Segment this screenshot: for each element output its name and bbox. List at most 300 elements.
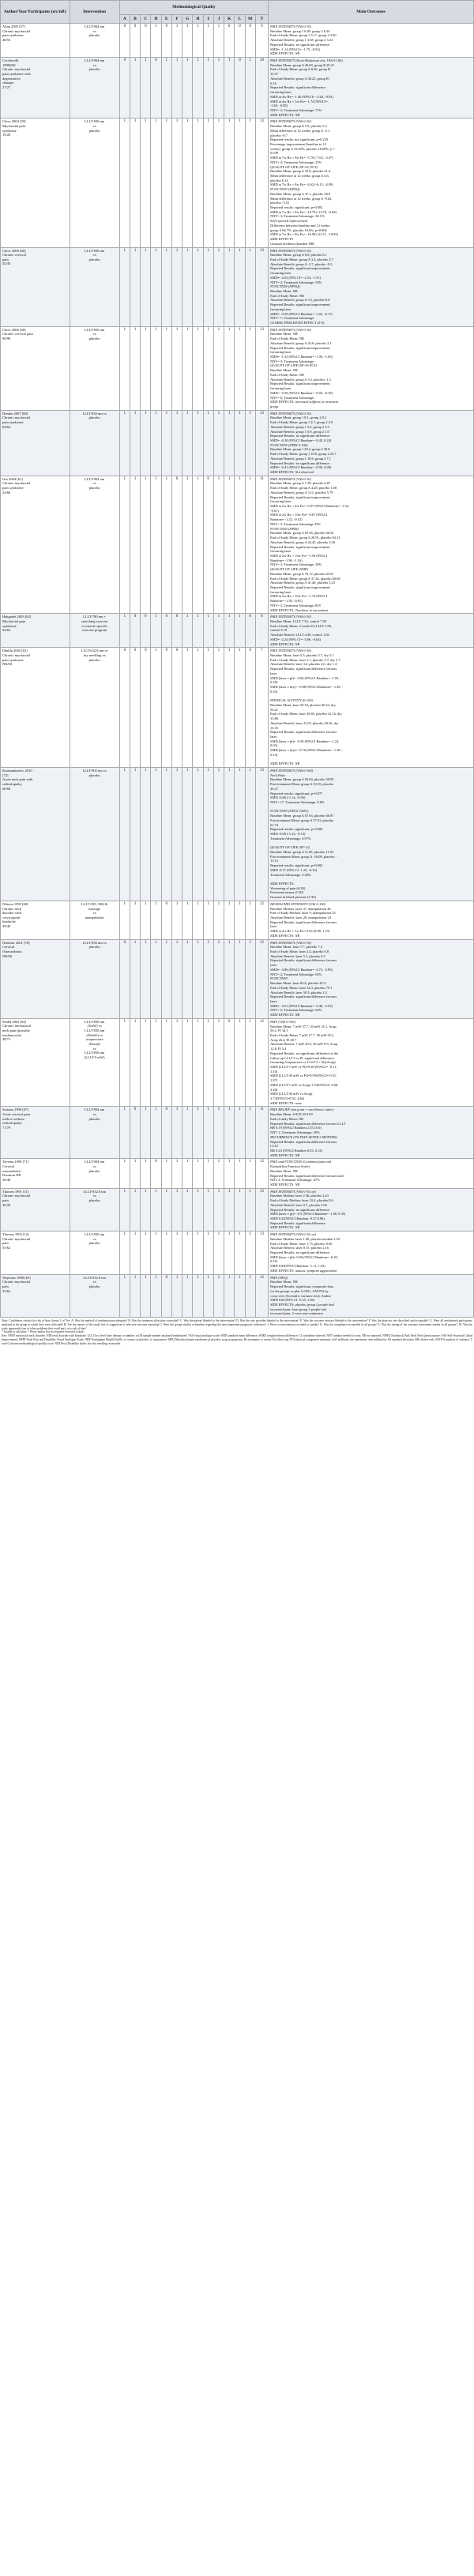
cell-score-e: 0 bbox=[161, 24, 171, 58]
cell-score-h: 1 bbox=[193, 118, 203, 247]
cell-score-d: 1 bbox=[151, 476, 161, 614]
cell-score-j: 1 bbox=[213, 476, 224, 614]
outcome-line: End of Study Mean: laser 1.75, placebo 0.00 bbox=[270, 1241, 333, 1246]
cell-score-c: 1 bbox=[141, 476, 151, 614]
cell-line: placebo bbox=[88, 1241, 100, 1246]
cell-line: vs bbox=[92, 1236, 96, 1241]
cell-score-e: 1 bbox=[161, 768, 171, 901]
outcome-line: FUNCTION (NPDI 0-100) bbox=[270, 442, 308, 447]
outcome-line: Baseline Mean: group A 65.36, placebo 66.52 bbox=[270, 531, 334, 536]
outcome-line: SIDE EFFECTS: Tiredness in one patient bbox=[270, 607, 329, 612]
outcome-line: laser bbox=[270, 963, 277, 968]
outcome-line: SMD at 7w Rx + 8w Fu= -4.62 (-6.15, -4.09) bbox=[270, 182, 333, 187]
outcome-line: PAIN INTENSITY (VAS 0-10) bbox=[270, 411, 311, 416]
cell-line: placebo bbox=[88, 945, 100, 950]
cell-score-e: 1 bbox=[161, 1018, 171, 1107]
outcome-line: Absolute Benefit: group A 3.5, placebo 0.6 bbox=[270, 298, 330, 303]
cell-author bbox=[1, 614, 70, 648]
cell-line: (30mW) vs bbox=[86, 1032, 103, 1037]
outcome-line: laser bbox=[270, 734, 277, 739]
outcome-line: End of Study Mean: group A 3.2, placebo 3.7 bbox=[270, 257, 333, 261]
outcome-line: Reported Results: no significant difference bbox=[270, 461, 330, 465]
outcome-line: NNT= 4; Treatment Advantage: 25% bbox=[270, 160, 322, 164]
cell-line: LLLT-632.8 nm bbox=[83, 1275, 106, 1280]
cell-score-h: 1 bbox=[193, 247, 203, 326]
cell-line: 62/62 bbox=[2, 628, 11, 633]
cell-score-m: 1 bbox=[245, 118, 255, 247]
cell-score-j: 1 bbox=[213, 768, 224, 901]
cell-score-k: 1 bbox=[224, 476, 235, 614]
outcome-line: Reported Results: no significant difference at the bbox=[270, 1051, 339, 1055]
cell-author bbox=[1, 58, 70, 118]
cell-score-g: 1 bbox=[182, 939, 193, 1018]
cell-score-j: 1 bbox=[213, 247, 224, 326]
cell-score-f: 1 bbox=[171, 58, 182, 118]
cell-line: Chronic myofascial bbox=[2, 67, 31, 72]
cell-score-g: 1 bbox=[182, 326, 193, 410]
outcome-line: Reported Results: significant difference favours bbox=[270, 1139, 337, 1144]
outcome-line: Baseline Median: laser 37, manipulation 46 bbox=[270, 906, 331, 911]
outcome-line: SMD at 7w Rx + 8w Fu= -10.79 (-14.75, -6.84) bbox=[270, 209, 337, 214]
cell-score-h: 1 bbox=[193, 1018, 203, 1107]
cell-intervention bbox=[70, 614, 119, 648]
outcome-line: increased pain; 2 were non-continuers bbox=[270, 1311, 323, 1316]
outcome-line: placebo 0.14 bbox=[270, 178, 288, 182]
table-row bbox=[1, 58, 474, 118]
cell-score-a: 0 bbox=[119, 939, 130, 1018]
cell-score-a: 1 bbox=[119, 768, 130, 901]
cell-score-i: 1 bbox=[203, 58, 213, 118]
cell-line: 60/60 bbox=[2, 786, 11, 791]
cell-score-e: 1 bbox=[161, 476, 171, 614]
header-letter-d: D bbox=[151, 15, 161, 24]
outcome-line: favouring laser bbox=[270, 499, 292, 504]
cell-score-c: 1 bbox=[141, 326, 151, 410]
cell-line: 71/79 bbox=[2, 1126, 11, 1130]
cell-score-t: 13 bbox=[255, 410, 268, 476]
cell-line: LLLT-904 nm bbox=[85, 58, 105, 63]
outcome-line: Absolute Benefit: laser 41.03, placebo 28.26, dry bbox=[270, 720, 339, 725]
cell-score-l: 1 bbox=[235, 1107, 245, 1159]
cell-outcomes bbox=[269, 24, 474, 58]
cell-score-c: 1 bbox=[141, 1107, 151, 1159]
cell-score-j: 1 bbox=[213, 1159, 224, 1188]
cell-score-d: 1 bbox=[151, 768, 161, 901]
outcome-line: NNT= 17; Treatment Advantage: 8.8% bbox=[270, 800, 325, 805]
cell-score-j: 1 bbox=[213, 1107, 224, 1159]
cell-score-f: 1 bbox=[171, 1232, 182, 1274]
cell-score-c: 1 bbox=[141, 118, 151, 247]
cell-score-j: 1 bbox=[213, 648, 224, 768]
outcome-line: Reported Results: no significant difference bbox=[270, 434, 330, 438]
outcome-line: favouring laser bbox=[270, 386, 292, 391]
outcome-line: SMD= -3.86 (95%CI Random= -4.73, -2.99) bbox=[270, 967, 333, 972]
cell-score-g: 1 bbox=[182, 476, 193, 614]
cell-score-d: 1 bbox=[151, 939, 161, 1018]
header-outcomes: Main Outcomes bbox=[269, 1, 474, 24]
cell-line: Chronic myofascial bbox=[2, 1236, 31, 1241]
outcome-line: placebo -3.52 bbox=[270, 201, 290, 205]
cell-score-d: 0 bbox=[151, 1159, 161, 1188]
outcome-line: End of Study Mean: laser 18.83, placebo 32.16, dry bbox=[270, 712, 342, 716]
cell-outcomes bbox=[269, 410, 474, 476]
cell-outcomes bbox=[269, 614, 474, 648]
outcome-line: Post-treatment Mean: group A -16.09, placebo - bbox=[270, 854, 337, 859]
cell-line: headache bbox=[2, 919, 16, 924]
outcome-line: SMD 0.25(95%CI Random -0.37,0.86) bbox=[270, 1217, 325, 1220]
cell-score-h: 1 bbox=[193, 1232, 203, 1274]
cell-line: tendomyosis) bbox=[2, 1032, 22, 1037]
outcome-line: Reported results: significant, p=0.002 bbox=[270, 863, 323, 868]
cell-score-d: 1 bbox=[151, 326, 161, 410]
cell-score-f: 0 bbox=[171, 648, 182, 768]
cell-outcomes bbox=[269, 1188, 474, 1231]
outcome-line: SIDE EFFECTS: none bbox=[270, 1100, 303, 1105]
cell-score-b: 1 bbox=[130, 326, 140, 410]
cell-line: 19/20 bbox=[2, 133, 11, 137]
outcome-line: End of Study Median: laser 9, manipulation 23 bbox=[270, 911, 336, 916]
outcome-line: SMD at 7w Rx + 8w Fu= -5.79 (-7.62, -3.47) bbox=[270, 156, 333, 160]
outcome-line: Percentage improvement (baseline to 12 bbox=[270, 141, 326, 146]
cell-score-t: 13 bbox=[255, 1232, 268, 1274]
outcome-line: Baseline Mean: 6.9/35, B 9.99 bbox=[270, 1112, 313, 1117]
cell-intervention bbox=[70, 1107, 119, 1159]
cell-score-a: 1 bbox=[119, 1159, 130, 1188]
cell-score-h: 1 bbox=[193, 326, 203, 410]
header-letter-i: I bbox=[203, 15, 213, 24]
cell-line: vs bbox=[92, 28, 96, 33]
cell-line: Seidel 2002 [64] bbox=[2, 1019, 26, 1024]
cell-score-k: 0 bbox=[224, 1018, 235, 1107]
cell-score-i: 1 bbox=[203, 648, 213, 768]
outcome-line: 12.8, Pl 5.4 bbox=[270, 1047, 287, 1051]
outcome-line: PAIN INTENSITY (VAS 0-10) bbox=[270, 248, 311, 253]
outcome-line: SIDE EFFECTS: NR bbox=[270, 1153, 300, 1157]
cell-score-m: 1 bbox=[245, 1274, 255, 1317]
outcome-line: SMD 0.60 (95% CI -0.35, 1.56) bbox=[270, 1298, 315, 1303]
outcome-line: 0.25) bbox=[270, 1259, 278, 1264]
cell-score-k: 1 bbox=[224, 939, 235, 1018]
outcome-line: 0.33) bbox=[270, 689, 278, 694]
cell-line: Chronic neck bbox=[2, 906, 22, 911]
cell-score-l: 0 bbox=[235, 58, 245, 118]
outcome-line: NNT= 2; Treatment Advantage: 71% bbox=[270, 107, 322, 112]
cell-line: Konstantinovic 2010 bbox=[2, 769, 32, 773]
cell-score-i: 1 bbox=[203, 939, 213, 1018]
outcome-line: End of study Mean: NR bbox=[270, 1116, 304, 1121]
cell-score-d: 1 bbox=[151, 1274, 161, 1317]
cell-line: placebo bbox=[88, 657, 100, 662]
cell-score-i: 1 bbox=[203, 24, 213, 58]
cell-score-a: 1 bbox=[119, 410, 130, 476]
outcome-line: GLOBAL PERCEIVED EFFECT (0-5) bbox=[270, 321, 325, 325]
cell-score-j: 1 bbox=[213, 118, 224, 247]
outcome-line: NNT= 3; Treatment Advantage 35% bbox=[270, 521, 322, 526]
cell-score-i: 1 bbox=[203, 1188, 213, 1231]
cell-score-b: 0 bbox=[130, 1107, 140, 1159]
cell-score-k: 1 bbox=[224, 326, 235, 410]
cell-line: Chronic myofascial bbox=[2, 1280, 31, 1284]
outcome-line: SMD= -1.14 (95%CI= -1.75, -0.52) bbox=[270, 47, 320, 51]
outcome-line: Baseline Mean: NR bbox=[270, 288, 298, 293]
outcome-line: PAIN INTENSITY (VAS 0-10) bbox=[270, 940, 311, 945]
cell-score-m: 1 bbox=[245, 939, 255, 1018]
cell-score-k: 1 bbox=[224, 1159, 235, 1188]
outcome-line: Reported Results: significant difference favours bbox=[270, 919, 337, 924]
outcome-line: Reported Results: significant improvement bbox=[270, 544, 330, 549]
cell-line: Cervical bbox=[2, 1164, 15, 1169]
cell-line: placebo bbox=[88, 257, 100, 261]
cell-score-c: 0 bbox=[141, 24, 151, 58]
table-row bbox=[1, 768, 474, 901]
cell-score-l: 1 bbox=[235, 1232, 245, 1274]
cell-score-t: 12 bbox=[255, 939, 268, 1018]
outcome-line: Absolute Benefit: laser 0.15, placebo 2.16 bbox=[270, 1246, 329, 1250]
outcome-line: SMD at 4w Rx= -1.40 (95%CI= -2.64, -0.83) bbox=[270, 94, 333, 99]
footnote: Key: NPDI myofascial neck disorder; NDI neck disorder with headache; LLLT low level laser therapy; n number; n/c/R sample number analyzed/randomized; VAS visual analogue scale; SMD standard mean difference; WMD weighted mean difference; CI confidence interval; NNT number needed to treat; NR not reported; NPNQ Northwick Park Neck Pain Questionnaire; SAS Self-Assessed Global Improvement; NPDI Neck Pain and Disability Visual Analogue Scale; NHP Nottingham Health Profile; vs versus; pl placebo; tt, tumorstress; MPQ Myofascial pain syndrome; pl placebo; acup acupuncture; Rx treatment; w weeks; Fu follow-up; PCS physical component summary; mW milliwatt; nm nanometer; mm millimetre; SA standard deviation; RR relative risk; ANOVA analysis of variance; T total Cochrane methodological quality score; NDI Neck Disability Index; dry dry needling; m months bbox=[2, 1334, 472, 1345]
cell-score-h: 1 bbox=[193, 1274, 203, 1317]
outcome-line: SIDE EFFECTS: placebo group 2 people had bbox=[270, 1302, 334, 1307]
cell-line: with or without bbox=[2, 1116, 24, 1121]
outcome-line: End of Study Mean: group 1 3.17, group 2 3.00 bbox=[270, 33, 337, 38]
cell-line: placebo bbox=[88, 337, 100, 341]
header-letter-g: G bbox=[182, 15, 193, 24]
cell-line: radiculopathy bbox=[2, 1121, 22, 1126]
cell-line: radiculopathy bbox=[2, 781, 22, 786]
outcome-line: Reported Results: no significant difference bbox=[270, 42, 330, 47]
outcome-line: End of Study Mean: group A 8.46, group B bbox=[270, 67, 330, 72]
cell-score-d: 1 bbox=[151, 1107, 161, 1159]
outcome-line: -2.63, -0.85) bbox=[270, 103, 288, 108]
outcome-line: PAIN INTENSITY (VAS 0-10) bbox=[270, 24, 311, 28]
cell-line: 48/53 bbox=[2, 37, 11, 42]
outcome-line: Reported Results: significant difference favours laser bbox=[270, 1173, 344, 1178]
cell-score-h: 1 bbox=[193, 476, 203, 614]
cell-score-i: 1 bbox=[203, 901, 213, 939]
outcome-line: Reported Results: significant difference favours LLLT bbox=[270, 1121, 346, 1126]
cell-score-m: 1 bbox=[245, 58, 255, 118]
outcome-line: SMD -0.68 (-1.22, -0.14) bbox=[270, 832, 306, 837]
outcome-line: RECURRENCE (TW PAIN AFTER 3 MONTHS) bbox=[270, 1134, 337, 1139]
cell-line: placebo bbox=[88, 1116, 100, 1121]
cell-score-f: 1 bbox=[171, 410, 182, 476]
cell-score-g: 1 bbox=[182, 410, 193, 476]
cell-line: LLLT-830 nm bbox=[85, 248, 105, 253]
outcome-line: PAIN INTENSITY (VAS 0-10 cm) bbox=[270, 1232, 317, 1237]
outcome-line: SMD (LLLT-7 mW vs Pl)=0.49 (95%CI= -0.11, bbox=[270, 1065, 337, 1069]
cell-intervention bbox=[70, 648, 119, 768]
cell-score-k: 1 bbox=[224, 1107, 235, 1159]
cell-line: Soriano 1996 [67] bbox=[2, 1107, 28, 1112]
cell-score-b: 0 bbox=[130, 614, 140, 648]
cell-line: Chronic myofascial bbox=[2, 652, 31, 657]
cell-intervention bbox=[70, 1188, 119, 1231]
cell-intervention bbox=[70, 24, 119, 58]
outcome-line: Treatment Advantage: 3.28% bbox=[270, 872, 311, 877]
outcome-line: Absolute Benefit: laser 5.3, placebo 0.5 bbox=[270, 953, 325, 958]
cell-score-j: 1 bbox=[213, 1232, 224, 1274]
cell-score-f: 1 bbox=[171, 939, 182, 1018]
outcome-line: End of Study Mean: group 1 18.8, group 2 23.7 bbox=[270, 452, 337, 457]
cell-score-c: 1 bbox=[141, 247, 151, 326]
cell-score-h: 1 bbox=[193, 901, 203, 939]
outcome-line: 0.28) bbox=[270, 680, 278, 685]
outcome-line: PAIN (NPQ) bbox=[270, 1275, 288, 1280]
cell-score-e: 1 bbox=[161, 58, 171, 118]
cell-line: Thorsen 1991 [11] bbox=[2, 1189, 29, 1194]
outcome-line: Random= -1.58, -0.81) bbox=[270, 599, 303, 604]
cell-score-m: 1 bbox=[245, 1107, 255, 1159]
cell-line: syndrome bbox=[2, 623, 17, 628]
cell-score-f: 0 bbox=[171, 614, 182, 648]
cell-score-g: 1 bbox=[182, 247, 193, 326]
cell-score-j: 1 bbox=[213, 410, 224, 476]
cell-outcomes bbox=[269, 1107, 474, 1159]
cell-line: LLLT-830 nm bbox=[85, 1232, 105, 1237]
outcome-line: SMD at 7w Rx + 8w Fu= -16.98 (-23.11, -10.85) bbox=[270, 232, 339, 237]
outcome-line: Difference between baseline and 12 weeks: bbox=[270, 223, 331, 228]
outcome-line: End of Study Mean: group A 20.91, placebo 63.13 bbox=[270, 536, 340, 540]
cell-score-d: 0 bbox=[151, 58, 161, 118]
cell-line: massage bbox=[88, 906, 101, 911]
cell-score-b: 1 bbox=[130, 476, 140, 614]
cell-score-d: 1 bbox=[151, 118, 161, 247]
outcome-line: Reported Results: significant difference bbox=[270, 85, 325, 90]
outcome-line: SMD= -0.58 (95%CI Random= -0.92, -0.18) bbox=[270, 390, 333, 395]
outcome-line: Absolute Benefit: group A 3.11, placebo 5.79 bbox=[270, 490, 333, 495]
outcome-line: Reported results: significant, p=0.002 bbox=[270, 205, 323, 210]
cell-line: Myofascial pain bbox=[2, 619, 26, 623]
cell-line: Chronic myofascial bbox=[2, 1194, 31, 1198]
cell-line: LLLT-830 nm bbox=[85, 119, 105, 124]
cell-score-j: 1 bbox=[213, 24, 224, 58]
outcome-line: favouring laser bbox=[270, 549, 292, 554]
cell-line: Özdemir 2001 [70] bbox=[2, 940, 30, 945]
outcome-line: 0.039 bbox=[270, 151, 279, 156]
cell-score-m: 1 bbox=[245, 768, 255, 901]
outcome-line: SIDE EFFECTS: NR bbox=[270, 933, 300, 938]
cell-score-f: 1 bbox=[171, 247, 182, 326]
cell-line: pain bbox=[2, 1284, 9, 1288]
outcome-line: End of Study Mean: group 1 4.7, group 2 4.9 bbox=[270, 420, 333, 425]
outcome-line: Random= -1.22, -0.52) bbox=[270, 517, 303, 522]
outcome-line: PAIN (VAS 0-100) bbox=[270, 1019, 295, 1024]
cell-score-h: 1 bbox=[193, 1188, 203, 1231]
cell-line: neck pain (possibly bbox=[2, 1029, 30, 1033]
outcome-line: Absolute Benefit: group 1 3.4, group 2 3.3 bbox=[270, 424, 329, 429]
outcome-line: Post-treatment Mean: group A 33.35, placebo bbox=[270, 782, 333, 787]
outcome-line: Reported Results: significant difference bbox=[270, 1220, 325, 1225]
outcome-line: 2.40) bbox=[270, 1087, 278, 1092]
outcome-line: SMD (laser v pl)= -0.59 (95%CI Random= -1.22, bbox=[270, 739, 340, 743]
cell-line: Chronic cervical bbox=[2, 253, 26, 258]
cell-score-k: 1 bbox=[224, 410, 235, 476]
outcome-line: 61.74 bbox=[270, 822, 279, 827]
outcome-line: SIDE EFFECTS: increased stiffness in treatment bbox=[270, 400, 339, 404]
cell-score-f: 1 bbox=[171, 1018, 182, 1107]
cell-score-i: 1 bbox=[203, 1107, 213, 1159]
outcome-line: Random= -1.96, -1.16) bbox=[270, 558, 303, 562]
outcome-line: End of Study Mean: NR bbox=[270, 293, 304, 298]
cell-score-e: 1 bbox=[161, 1232, 171, 1274]
outcome-line: Absolute Benefit: laser 0.7, placebo 5.96 bbox=[270, 1202, 327, 1207]
outcome-line: Absolute Benefit: group 1 10.6, group 2 7.1 bbox=[270, 456, 331, 461]
cell-line: manipulation bbox=[85, 915, 104, 919]
cell-score-h: 1 bbox=[193, 768, 203, 901]
cell-score-k: 1 bbox=[224, 1232, 235, 1274]
header-letter-b: B bbox=[130, 15, 140, 24]
cell-author bbox=[1, 768, 70, 901]
outcome-line: 50.21 bbox=[270, 707, 279, 712]
outcome-line: Baseline Mean: laser 59.54, placebo 60.42, dry bbox=[270, 702, 336, 707]
cell-line: 48/71 bbox=[2, 1037, 11, 1042]
cell-line: vs bbox=[92, 332, 96, 337]
outcome-line: End of Study Mean: group A 4.28, placebo 1.08 bbox=[270, 486, 337, 491]
cell-line: vs bbox=[92, 1112, 96, 1117]
outcome-line: SMD at 2w Rx + 10w Fu= -1.19 (95%CI bbox=[270, 594, 328, 599]
outcome-line: Kumodifica Function Scale) bbox=[270, 1164, 310, 1169]
table-row bbox=[1, 1274, 474, 1317]
outcome-line: PAIN INTENSITY (Scott-Huskisson test, VAS 0-100) bbox=[270, 58, 343, 63]
cell-score-m: 0 bbox=[245, 24, 255, 58]
cell-score-l: 1 bbox=[235, 1274, 245, 1317]
cell-score-b: 1 bbox=[130, 247, 140, 326]
cell-intervention bbox=[70, 768, 119, 901]
outcome-line: QUALITY OF LIFE (SF-12) bbox=[270, 845, 310, 850]
cell-score-t: 12 bbox=[255, 901, 268, 939]
header-letter-h: H bbox=[193, 15, 203, 24]
outcome-line: End of Study Mean: 7 mW 17.7, 30 mW 25.2, bbox=[270, 1032, 335, 1037]
cell-outcomes bbox=[269, 1018, 474, 1107]
outcome-line: SMD= -0.41 (95%CI Random= -0.90, 0.09) bbox=[270, 465, 332, 470]
cell-outcomes bbox=[269, 326, 474, 410]
outcome-line: SIDE EFFECTS: NR bbox=[270, 1225, 300, 1230]
cell-score-e: 0 bbox=[161, 901, 171, 939]
cell-line: dry needling vs bbox=[83, 652, 106, 657]
outcome-line: Baseline Mean: laser 7.7, placebo 7.3 bbox=[270, 945, 322, 950]
header-letter-e: E bbox=[161, 15, 171, 24]
cell-score-b: 1 bbox=[130, 58, 140, 118]
cell-line: changes bbox=[2, 81, 14, 85]
cell-score-m: 0 bbox=[245, 648, 255, 768]
outcome-line: favouring laser bbox=[270, 306, 292, 311]
outcome-line: FUNCTION (NPNQ) bbox=[270, 187, 300, 192]
outcome-line: NNT= 7; Treatment Advantage: bbox=[270, 316, 315, 321]
cell-line: 28/40 bbox=[2, 924, 11, 929]
outcome-line: SMD -0.68 (-1.14, -0.56) bbox=[270, 795, 306, 800]
outcome-line: SMD at 2w Rx + 1w Fu= 0.63 (0.08, 1.19) bbox=[270, 929, 330, 934]
outcome-line: End of Study Mean: laser 2.1, placebo 3.7, dry 3.7 bbox=[270, 657, 340, 662]
cell-score-m: 1 bbox=[245, 901, 255, 939]
cell-author bbox=[1, 1018, 70, 1107]
cell-line: 64/64 bbox=[2, 424, 11, 429]
cell-line: degenerative bbox=[2, 76, 21, 81]
cell-intervention bbox=[70, 901, 119, 939]
cell-intervention bbox=[70, 58, 119, 118]
cell-score-a: 1 bbox=[119, 614, 130, 648]
outcome-line: Treatment Advantage: 6.97% bbox=[270, 836, 311, 840]
outcome-line: Baseline Mean: laser 5.5, placebo 5.7, dry 5.1 bbox=[270, 653, 334, 658]
outcome-line: SMD= -2.02 (95% CI= -2.54, -1.51) bbox=[270, 275, 321, 280]
cell-line: 55/62 bbox=[2, 1246, 11, 1250]
cell-score-a: 0 bbox=[119, 24, 130, 58]
cell-intervention bbox=[70, 1159, 119, 1188]
outcome-line: favouring laser bbox=[270, 350, 292, 355]
cell-score-g: 1 bbox=[182, 118, 193, 247]
cell-score-b: 1 bbox=[130, 939, 140, 1018]
outcome-line: cross-over (Scientific variance test); Author bbox=[270, 1293, 331, 1298]
header-letter-t: T bbox=[255, 15, 268, 24]
